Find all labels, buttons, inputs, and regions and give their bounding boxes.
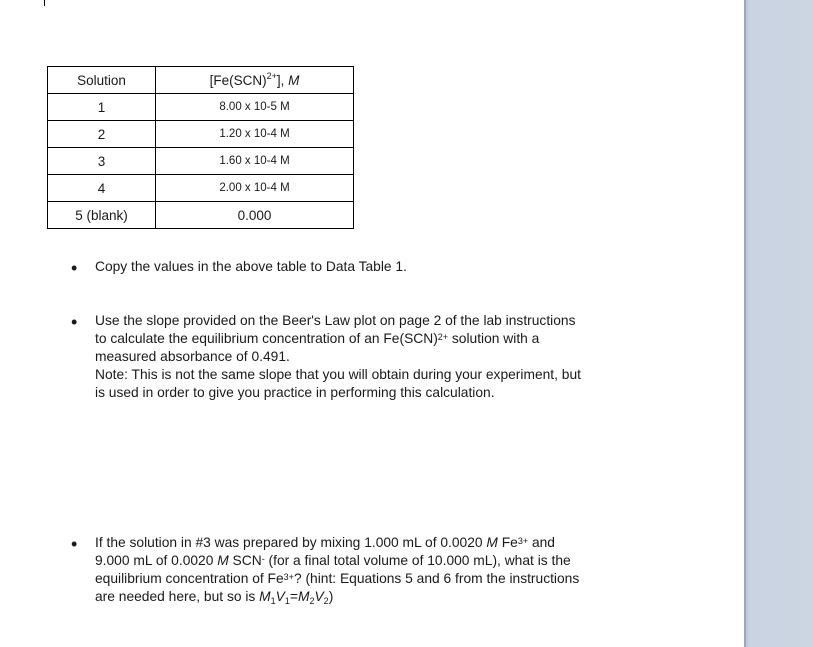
header-solution: Solution (48, 67, 156, 94)
table-row (48, 148, 354, 175)
table-row (48, 94, 354, 121)
table-header-row (48, 67, 354, 94)
solution-cell: 3 (48, 148, 156, 175)
instruction-fe-concentration: If the solution in #3 was prepared by mixing 1.000 mL of 0.0020 M $Fe^{3+}$ and 9.000 mL of 0.0020 M SCN- (for a final total volume of 10.000 mL), what is the equilibrium concentration of $Fe^{3+}$? (hint: Equations 5 and 6 from the instructions are needed here, but so is $M_1V_1=M_2V_2$) (95, 535, 580, 606)
table-row (48, 175, 354, 202)
solution-cell: 1 (48, 94, 156, 121)
instruction-copy-values: Copy the values in the above table to Data Table 1. (95, 259, 407, 274)
concentration-cell: 0.000 (156, 202, 354, 229)
table-row (48, 121, 354, 148)
bullet-icon: • (71, 534, 78, 554)
solution-cell: 5 (blank) (48, 202, 156, 229)
concentration-cell: 2.00 x 10-4 M (156, 175, 354, 202)
concentration-cell: 1.60 x 10-4 M (156, 148, 354, 175)
margin-marker (44, 0, 45, 6)
solution-cell: 4 (48, 175, 156, 202)
header-concentration: [Fe(SCN)$^{2+}$], M (156, 67, 354, 94)
document-background-gutter (744, 0, 813, 647)
concentration-table (47, 66, 354, 229)
concentration-cell: 8.00 x 10-5 M (156, 94, 354, 121)
table-row (48, 202, 354, 229)
bullet-icon: • (71, 258, 78, 278)
concentration-cell: 1.20 x 10-4 M (156, 121, 354, 148)
instruction-beers-law: Use the slope provided on the Beer's Law plot on page 2 of the lab instructions to calculate the equilibrium concentration of an Fe(SCN)$^{2+}$ solution with a measured absorbance of 0.491. Note: This is not the same slope that you will obtain during your experiment, but is used in order to give you practice in performing this calculation. (95, 313, 581, 400)
solution-cell: 2 (48, 121, 156, 148)
bullet-icon: • (71, 312, 78, 332)
